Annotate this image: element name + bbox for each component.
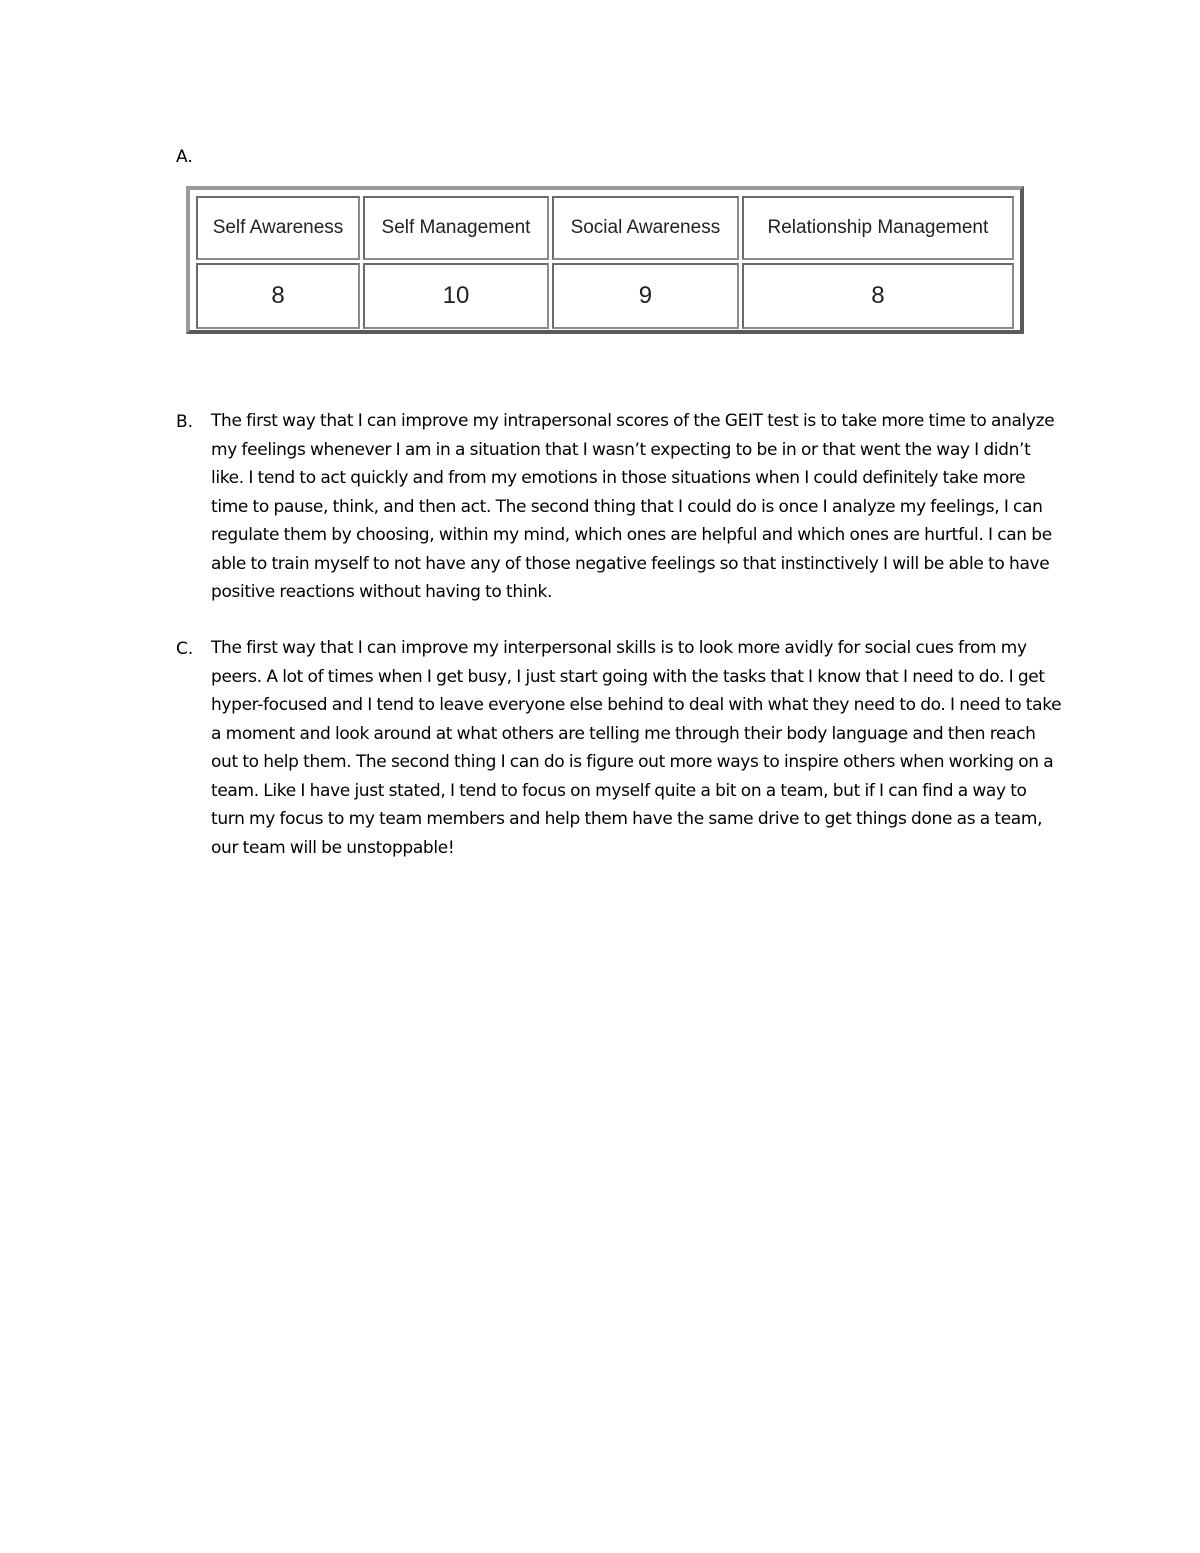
ei-score-table xyxy=(186,186,1024,334)
table-value-row xyxy=(196,263,1014,329)
score-table-grid xyxy=(193,193,1017,332)
value-self-awareness: 8 xyxy=(196,263,360,329)
value-self-management: 10 xyxy=(363,263,549,329)
section-b-paragraph: The first way that I can improve my intrapersonal scores of the GEIT test is to take more time to analyze my feelings whenever I am in a situation that I wasn’t expecting to be in or that went the way I didn’t like. I tend to act quickly and from my emotions in those situations when I could definitely take more time to pause, think, and then act. The second thing that I could do is once I analyze my feelings, I can regulate them by choosing, within my mind, which ones are helpful and which ones are hurtful. I can be able to train myself to not have any of those negative feelings so that instinctively I will be able to have positive reactions without having to think. xyxy=(211,411,1055,602)
value-relationship-management: 8 xyxy=(742,263,1014,329)
value-social-awareness: 9 xyxy=(552,263,739,329)
header-self-management: Self Management xyxy=(363,196,549,260)
section-c-label: C. xyxy=(176,639,194,659)
header-self-awareness: Self Awareness xyxy=(196,196,360,260)
section-b-label: B. xyxy=(176,412,194,432)
table-header-row xyxy=(196,196,1014,260)
section-c-paragraph: The first way that I can improve my interpersonal skills is to look more avidly for social cues from my peers. A lot of times when I get busy, I just start going with the tasks that I know that I need to do. I get hyper-focused and I tend to leave everyone else behind to deal with what they need to do. I need to take a moment and look around at what others are telling me through their body language and then reach out to help them. The second thing I can do is figure out more ways to inspire others when working on a team. Like I have just stated, I tend to focus on myself quite a bit on a team, but if I can find a way to turn my focus to my team members and help them have the same drive to get things done as a team, our team will be unstoppable! xyxy=(211,638,1062,858)
header-relationship-management: Relationship Management xyxy=(742,196,1014,260)
header-social-awareness: Social Awareness xyxy=(552,196,739,260)
section-a-label: A. xyxy=(176,147,193,167)
